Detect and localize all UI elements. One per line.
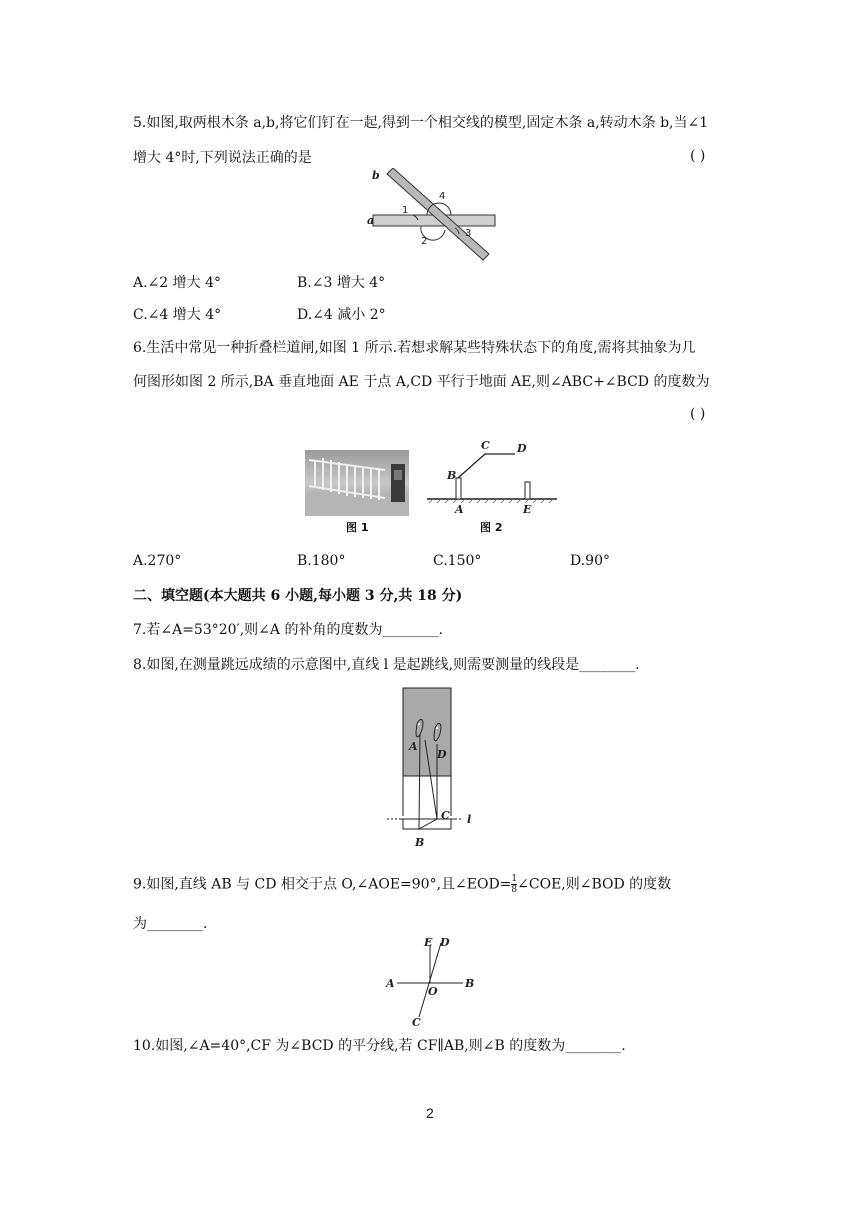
q9-line2: 为________. bbox=[133, 916, 208, 932]
q7-text: 7.若∠A=53°20′,则∠A 的补角的度数为________. bbox=[133, 622, 443, 638]
q9-fraction-denominator: 8 bbox=[511, 885, 518, 895]
q6-figure-2 bbox=[425, 436, 560, 516]
q5-option-c: C.∠4 增大 4° bbox=[133, 307, 222, 323]
q9-line1 bbox=[133, 874, 671, 895]
q6-option-c: C.150° bbox=[433, 553, 482, 569]
q5-label-a: a bbox=[367, 214, 375, 227]
section-2-heading: 二、填空题(本大题共 6 小题,每小题 3 分,共 18 分) bbox=[133, 588, 463, 604]
q9-label-b: B bbox=[465, 977, 475, 990]
q9-text-a: 9.如图,直线 AB 与 CD 相交于点 O,∠AOE=90°,且∠EOD= bbox=[133, 876, 512, 893]
q6-option-b: B.180° bbox=[297, 553, 346, 569]
q5-angle-3: 3 bbox=[465, 228, 472, 239]
q6-answer-paren: ( ) bbox=[690, 406, 706, 422]
q8-figure bbox=[385, 686, 485, 852]
q6-line2: 何图形如图 2 所示,BA 垂直地面 AE 于点 A,CD 平行于地面 AE,则∠ABC+∠BCD 的度数为 bbox=[133, 374, 710, 390]
q5-line1: 5.如图,取两根木条 a,b,将它们钉在一起,得到一个相交线的模型,固定木条 a,转动木条 b,当∠1 bbox=[133, 115, 709, 131]
q6-figure-1-caption: 图 1 bbox=[346, 521, 369, 534]
q5-option-b: B.∠3 增大 4° bbox=[297, 275, 386, 291]
q8-label-l: l bbox=[467, 813, 472, 826]
q5-angle-2: 2 bbox=[421, 236, 428, 247]
q6-figure-1-photo bbox=[305, 450, 409, 516]
page-number: 2 bbox=[426, 1105, 434, 1121]
q5-option-d: D.∠4 减小 2° bbox=[297, 307, 386, 323]
q8-label-b: B bbox=[415, 836, 425, 849]
q9-label-e: E bbox=[424, 936, 433, 949]
q10-text: 10.如图,∠A=40°,CF 为∠BCD 的平分线,若 CF∥AB,则∠B 的度数为________. bbox=[133, 1038, 626, 1054]
q6-fig2-label-a: A bbox=[455, 503, 464, 516]
q6-fig2-label-d: D bbox=[517, 442, 527, 455]
q6-fig2-label-b: B bbox=[447, 469, 457, 482]
q6-option-a: A.270° bbox=[133, 553, 182, 569]
q9-label-d: D bbox=[440, 936, 450, 949]
q8-text: 8.如图,在测量跳远成绩的示意图中,直线 l 是起跳线,则需要测量的线段是________. bbox=[133, 657, 640, 673]
q5-line2: 增大 4°时,下列说法正确的是 bbox=[133, 150, 312, 166]
q5-option-a: A.∠2 增大 4° bbox=[133, 275, 222, 291]
q5-figure bbox=[355, 168, 505, 268]
q5-angle-1: 1 bbox=[402, 205, 409, 216]
q9-label-c: C bbox=[412, 1016, 421, 1029]
q6-figure-2-caption: 图 2 bbox=[480, 521, 503, 534]
q5-angle-4: 4 bbox=[439, 191, 446, 202]
q5-answer-paren: ( ) bbox=[690, 148, 706, 164]
q6-option-d: D.90° bbox=[570, 553, 610, 569]
q9-label-a: A bbox=[386, 977, 395, 990]
q6-fig2-label-c: C bbox=[481, 439, 490, 452]
q8-label-a: A bbox=[409, 740, 418, 753]
q6-line1: 6.生活中常见一种折叠栏道闸,如图 1 所示.若想求解某些特殊状态下的角度,需将其抽象为几 bbox=[133, 340, 696, 356]
q6-fig2-label-e: E bbox=[523, 503, 532, 516]
q5-label-b: b bbox=[372, 169, 380, 182]
q9-fraction-numerator: 1 bbox=[511, 874, 518, 884]
q9-figure bbox=[383, 935, 478, 1030]
q8-label-c: C bbox=[441, 809, 450, 822]
q9-label-o: O bbox=[428, 985, 438, 998]
q8-label-d: D bbox=[437, 748, 447, 761]
q9-text-b: ∠COE,则∠BOD 的度数 bbox=[517, 876, 672, 893]
